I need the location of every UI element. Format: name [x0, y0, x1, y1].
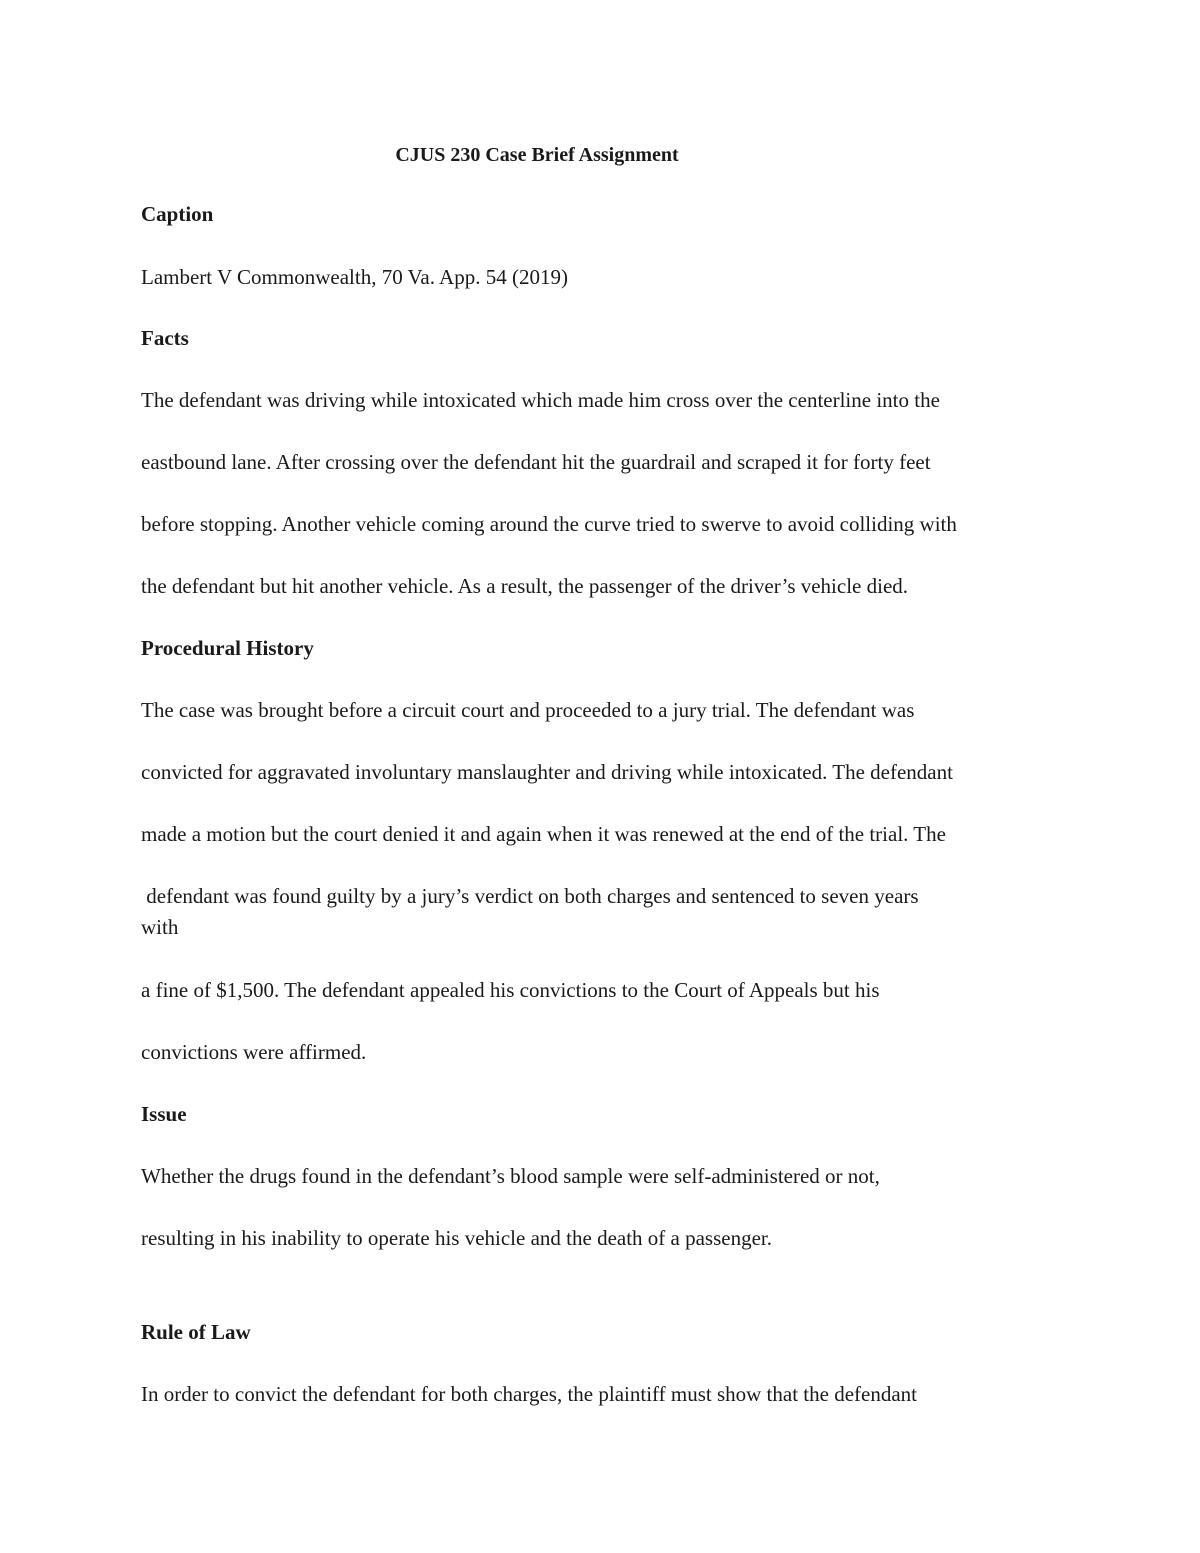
document-title: CJUS 230 Case Brief Assignment [395, 144, 679, 166]
facts-line-3: before stopping. Another vehicle coming around the curve tried to swerve to avoid colliding with [141, 512, 957, 536]
facts-heading: Facts [141, 326, 189, 350]
procedural-history-line-7: convictions were affirmed. [141, 1040, 367, 1064]
issue-line-1: Whether the drugs found in the defendant’s blood sample were self-administered or not, [141, 1164, 880, 1188]
procedural-history-line-6: a fine of $1,500. The defendant appealed his convictions to the Court of Appeals but his [141, 978, 880, 1002]
facts-line-2: eastbound lane. After crossing over the defendant hit the guardrail and scraped it for forty feet [141, 450, 931, 474]
procedural-history-line-4: defendant was found guilty by a jury’s verdict on both charges and sentenced to seven years [141, 884, 919, 908]
rule-of-law-heading: Rule of Law [141, 1320, 251, 1344]
procedural-history-line-2: convicted for aggravated involuntary manslaughter and driving while intoxicated. The defendant [141, 760, 953, 784]
issue-line-2: resulting in his inability to operate his vehicle and the death of a passenger. [141, 1226, 772, 1250]
procedural-history-heading: Procedural History [141, 636, 314, 660]
procedural-history-line-1: The case was brought before a circuit court and proceeded to a jury trial. The defendant was [141, 698, 915, 722]
facts-line-4: the defendant but hit another vehicle. As a result, the passenger of the driver’s vehicle died. [141, 574, 909, 598]
caption-text: Lambert V Commonwealth, 70 Va. App. 54 (2019) [141, 265, 568, 289]
procedural-history-line-3: made a motion but the court denied it and again when it was renewed at the end of the trial. The [141, 822, 946, 846]
caption-heading: Caption [141, 202, 214, 226]
procedural-history-line-5: with [141, 915, 179, 939]
issue-heading: Issue [141, 1102, 187, 1126]
facts-line-1: The defendant was driving while intoxicated which made him cross over the centerline into the [141, 388, 940, 412]
rule-of-law-line-1: In order to convict the defendant for both charges, the plaintiff must show that the defendant [141, 1382, 917, 1406]
